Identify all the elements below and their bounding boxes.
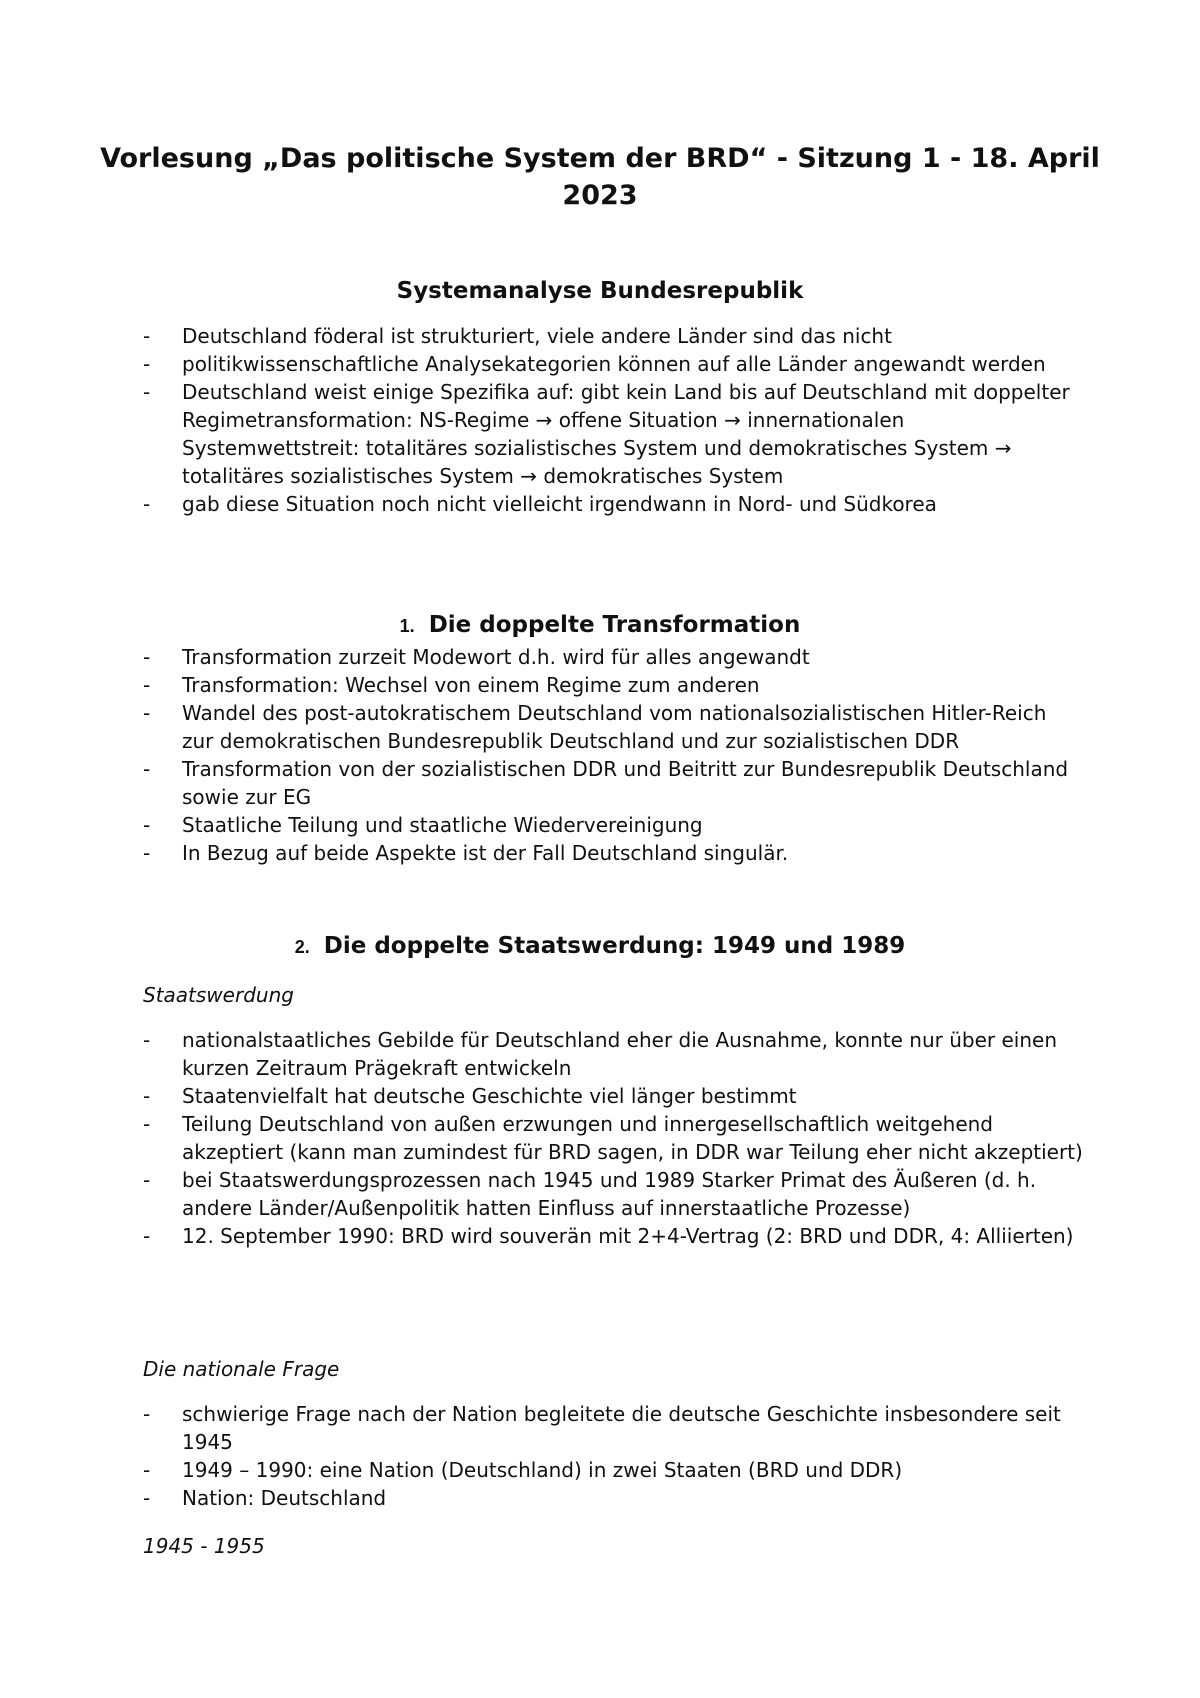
list-item: - 1949 – 1990: eine Nation (Deutschland) in zwei Staaten (BRD und DDR)	[143, 1458, 903, 1482]
list-item: - Transformation zurzeit Modewort d.h. wird für alles angewandt	[143, 645, 810, 669]
list-item: - bei Staatswerdungsprozessen nach 1945 und 1989 Starker Primat des Äußeren (d. h. andere Länder/Außenpolitik hatten Einfluss auf innerstaatliche Prozesse)	[143, 1168, 1037, 1220]
section-heading-staatswerdung: 2. Die doppelte Staatswerdung: 1949 und 1989	[294, 933, 906, 959]
bullet-dash: -	[143, 701, 151, 725]
bullet-dash: -	[143, 1224, 151, 1248]
bullet-dash: -	[143, 492, 151, 516]
list-item: - Staatliche Teilung und staatliche Wiedervereinigung	[143, 813, 703, 837]
bullet-dash: -	[143, 841, 151, 865]
list-item: - schwierige Frage nach der Nation begleitete die deutsche Geschichte insbesondere seit 1945	[143, 1402, 1061, 1454]
list-item: - Transformation: Wechsel von einem Regime zum anderen	[143, 673, 760, 697]
bullet-list-staatswerdung	[143, 1026, 1083, 1250]
bullet-dash: -	[143, 352, 151, 376]
bullet-dash: -	[143, 645, 151, 669]
bullet-dash: -	[143, 1028, 151, 1052]
bullet-dash: -	[143, 1168, 151, 1192]
bullet-dash: -	[143, 324, 151, 348]
section-heading-systemanalyse: Systemanalyse Bundesrepublik	[396, 278, 804, 304]
subheading-staatswerdung: Staatswerdung	[143, 983, 294, 1007]
list-item: - 12. September 1990: BRD wird souverän mit 2+4-Vertrag (2: BRD und DDR, 4: Alliierten)	[143, 1224, 1074, 1248]
list-item: - nationalstaatliches Gebilde für Deutschland eher die Ausnahme, konnte nur über einen kurzen Zeitraum Prägekraft entwickeln	[143, 1028, 1057, 1080]
section-number: 2.	[294, 937, 310, 957]
list-item: - politikwissenschaftliche Analysekategorien können auf alle Länder angewandt werden	[143, 352, 1046, 376]
bullet-dash: -	[143, 1112, 151, 1136]
list-item: - gab diese Situation noch nicht vielleicht irgendwann in Nord- und Südkorea	[143, 492, 937, 516]
list-item: - Deutschland weist einige Spezifika auf: gibt kein Land bis auf Deutschland mit doppelter Regimetransformation: NS-Regime → offene Situation → innernationalen Systemwettstreit: totalitäres sozialistisches System und demokratisches System → totalitäres sozialistisches System → demokratisches System	[143, 380, 1070, 488]
bullet-list-systemanalyse	[143, 322, 1083, 518]
section-heading-transformation: 1. Die doppelte Transformation	[399, 612, 801, 638]
bullet-list-nationale-frage	[143, 1400, 1083, 1512]
subheading-1945-1955: 1945 - 1955	[143, 1534, 265, 1558]
bullet-dash: -	[143, 1084, 151, 1108]
bullet-dash: -	[143, 673, 151, 697]
subheading-nationale-frage: Die nationale Frage	[143, 1357, 340, 1381]
bullet-list-transformation	[143, 643, 1083, 867]
list-item: - Nation: Deutschland	[143, 1486, 387, 1510]
list-item: - Transformation von der sozialistischen DDR und Beitritt zur Bundesrepublik Deutschland sowie zur EG	[143, 757, 1069, 809]
section-number: 1.	[399, 616, 415, 636]
bullet-dash: -	[143, 1486, 151, 1510]
bullet-dash: -	[143, 1402, 151, 1426]
list-item: - Teilung Deutschland von außen erzwungen und innergesellschaftlich weitgehend akzeptiert (kann man zumindest für BRD sagen, in DDR war Teilung eher nicht akzeptiert)	[143, 1112, 1083, 1164]
list-item: - Wandel des post-autokratischem Deutschland vom nationalsozialistischen Hitler-Reich zur demokratischen Bundesrepublik Deutschland und zur sozialistischen DDR	[143, 701, 1047, 753]
bullet-dash: -	[143, 1458, 151, 1482]
bullet-dash: -	[143, 380, 151, 404]
list-item: - Staatenvielfalt hat deutsche Geschichte viel länger bestimmt	[143, 1084, 797, 1108]
document-title: Vorlesung „Das politische System der BRD“ - Sitzung 1 - 18. April 2023	[100, 143, 1100, 211]
bullet-dash: -	[143, 813, 151, 837]
list-item: - In Bezug auf beide Aspekte ist der Fall Deutschland singulär.	[143, 841, 789, 865]
list-item: - Deutschland föderal ist strukturiert, viele andere Länder sind das nicht	[143, 324, 892, 348]
bullet-dash: -	[143, 757, 151, 781]
